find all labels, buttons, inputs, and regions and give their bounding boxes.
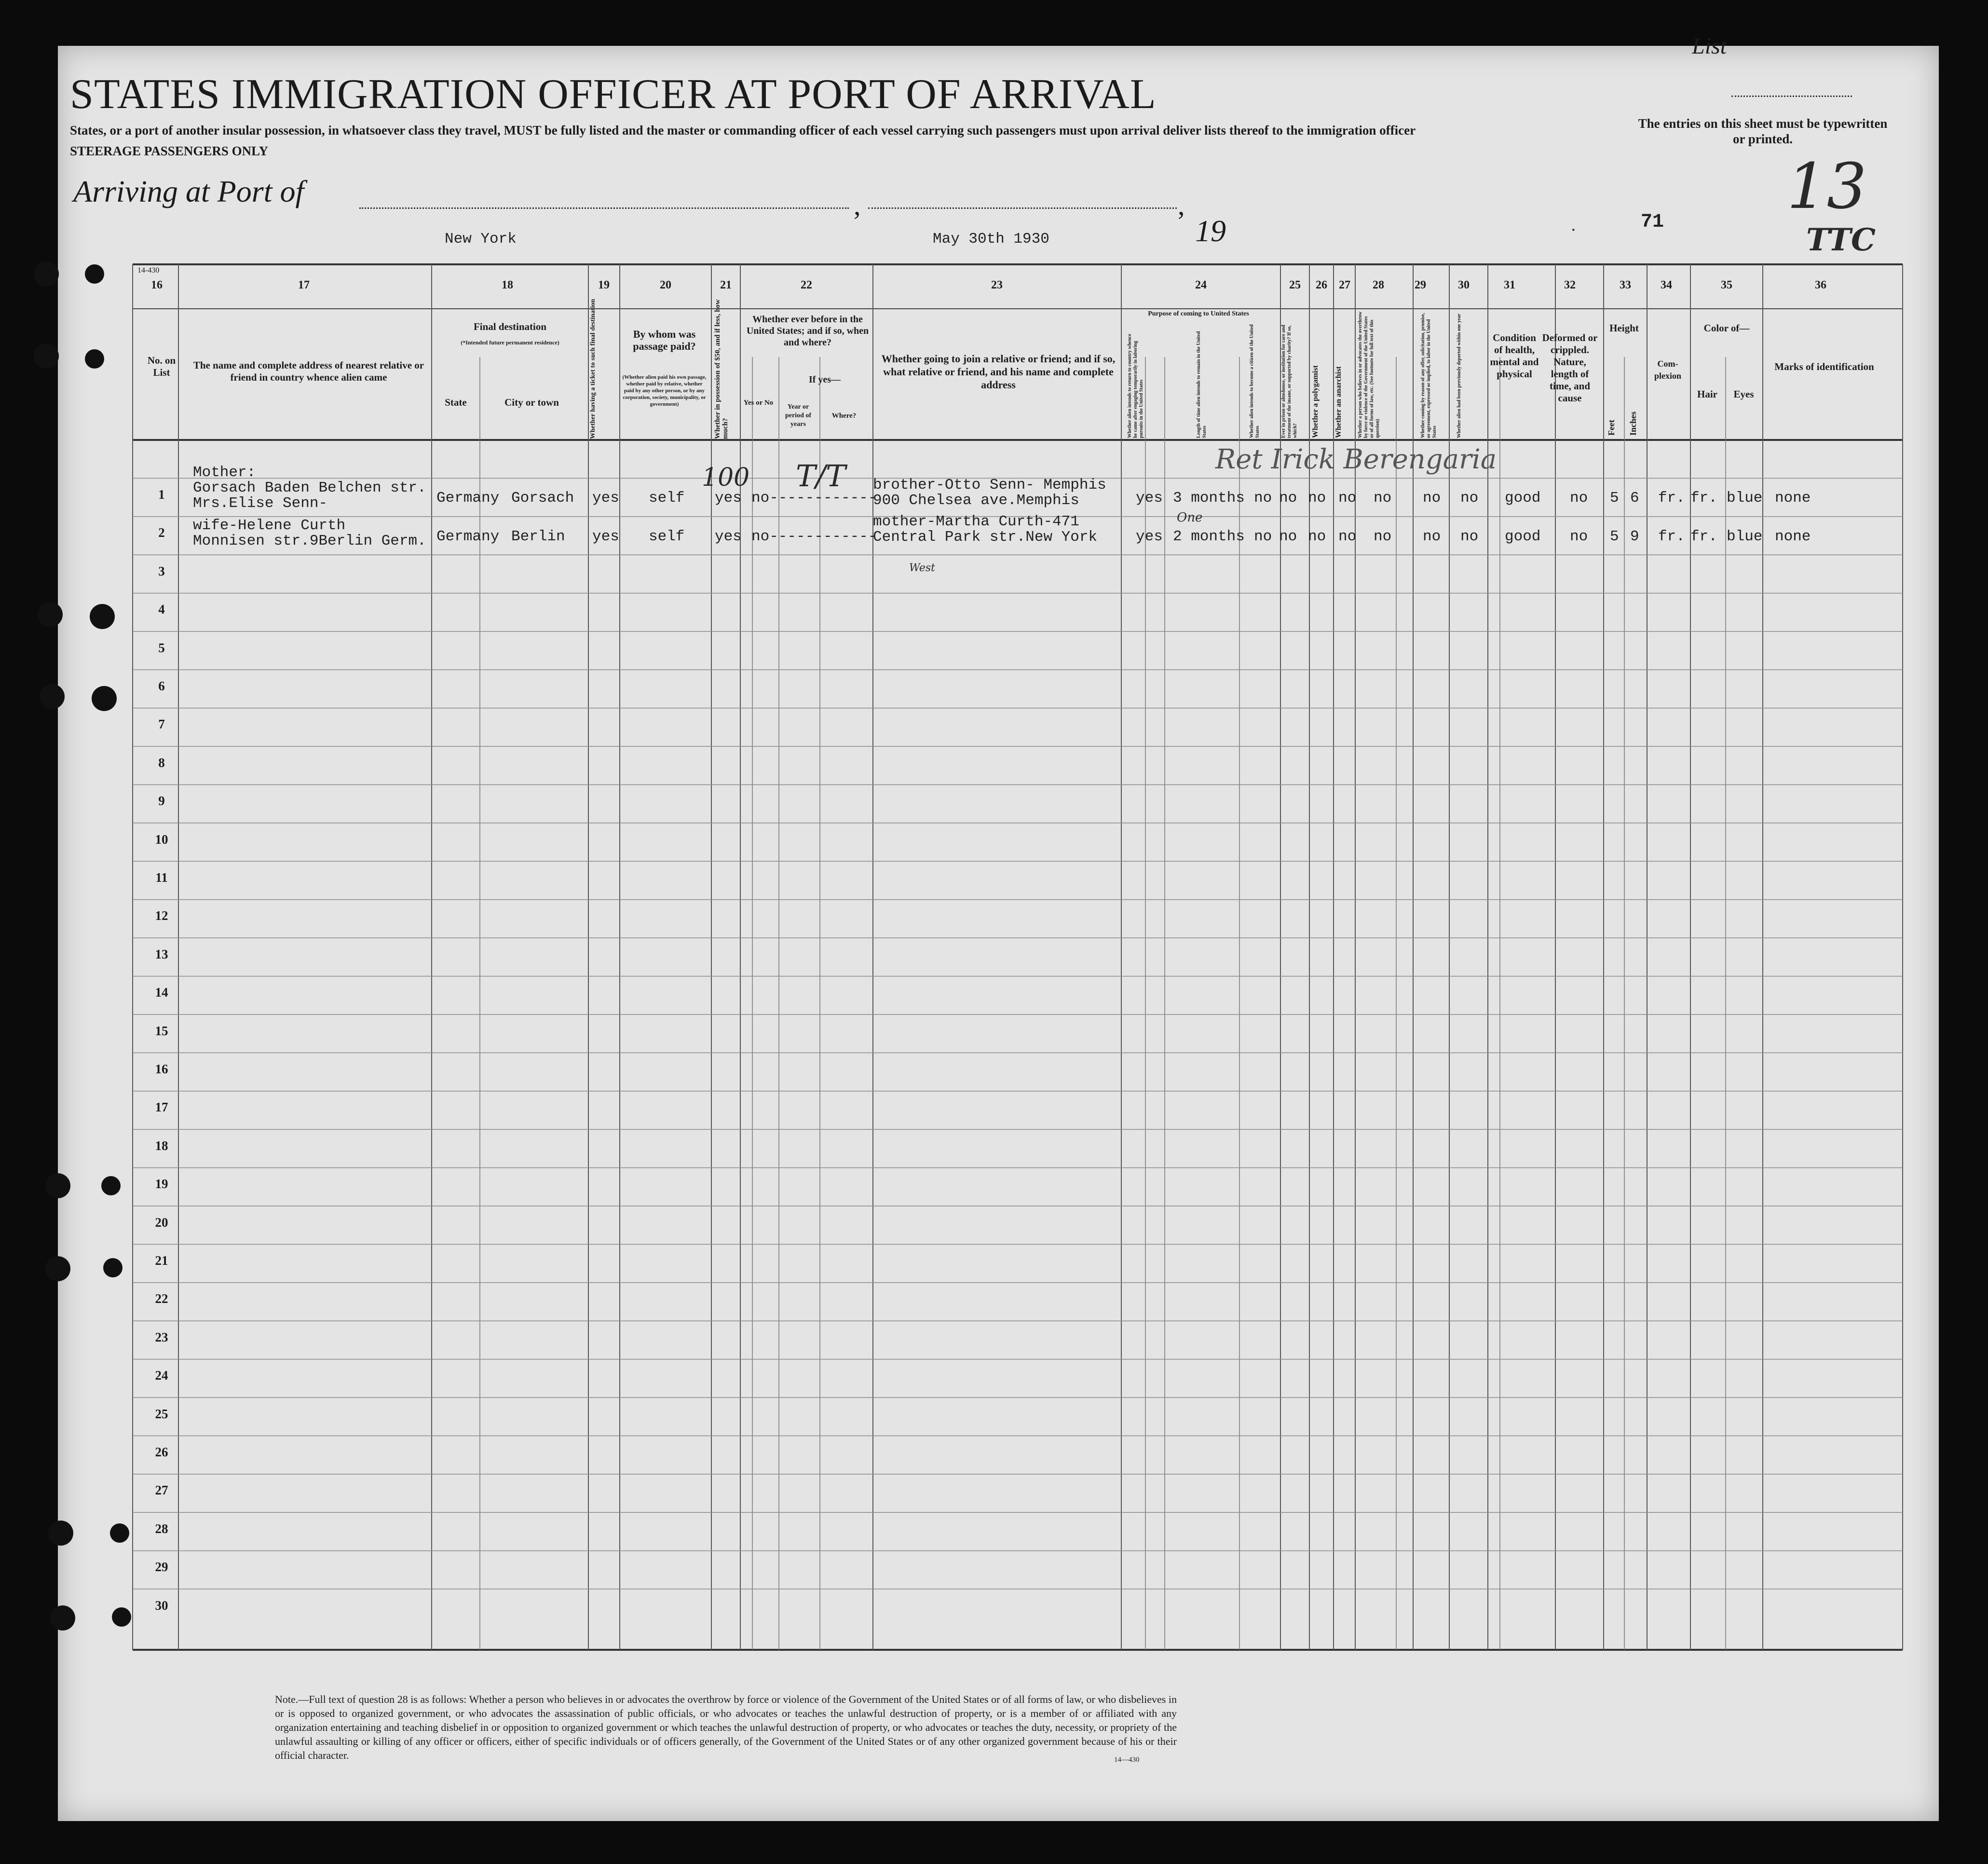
contract-labor-value: no <box>1423 490 1441 507</box>
column-number: 18 <box>502 279 513 291</box>
column-number: 17 <box>298 279 310 291</box>
citizen-value: no <box>1254 490 1272 507</box>
row-number: 18 <box>155 1138 168 1153</box>
eye-color-value: blue <box>1727 528 1763 545</box>
row-number: 14 <box>155 985 168 1000</box>
previously-in-us-value: no------------ <box>751 528 877 545</box>
header-no-on-list: No. on List <box>147 355 176 378</box>
port-value: New York <box>445 231 517 247</box>
column-number: 19 <box>598 279 610 291</box>
header-before: Whether ever before in the United States; and if so, when and where? <box>746 314 869 348</box>
anarchist-value: no <box>1338 490 1357 507</box>
header-intends-return: Whether alien intends to return to country whence he came after engaging temporarily in laboring pursuits in the United States <box>1127 333 1144 438</box>
row-number: 4 <box>158 602 165 617</box>
column-number: 23 <box>991 279 1003 291</box>
date-value: May 30th 1930 <box>933 231 1049 247</box>
column-number: 36 <box>1815 279 1826 291</box>
row-number: 23 <box>155 1329 168 1344</box>
height-feet-value: 5 <box>1610 490 1619 507</box>
row-number: 19 <box>155 1177 168 1192</box>
row-number: 28 <box>155 1521 168 1536</box>
column-number: 32 <box>1564 279 1576 291</box>
row-number: 29 <box>155 1560 168 1575</box>
row-number: 20 <box>155 1215 168 1230</box>
row-number: 8 <box>158 755 165 770</box>
money-value: yes <box>715 528 742 545</box>
header-inches: Inches <box>1628 411 1638 436</box>
relative-address-line: Gorsach Baden Belchen str. <box>193 480 426 496</box>
handwritten-number: 13 <box>1787 150 1867 223</box>
header-prison: Ever in prison or almshouse, or institution for care and treatment of the insane, or supported by charity? If so, which? <box>1281 325 1298 438</box>
prison-value: no <box>1279 528 1297 545</box>
length-of-stay-value: 3 months <box>1173 490 1245 507</box>
row-number: 7 <box>158 717 165 732</box>
row-number: 21 <box>155 1253 168 1268</box>
header-yes-no: Yes or No <box>743 399 774 407</box>
height-inches-value: 9 <box>1630 528 1639 545</box>
contract-labor-value: no <box>1423 528 1441 545</box>
header-polygamist: Whether a polygamist <box>1311 365 1320 438</box>
column-number: 20 <box>660 279 671 291</box>
join-relative-line: Central Park str.New York <box>873 529 1098 546</box>
complexion-value: fr. <box>1658 490 1685 507</box>
column-number: 16 <box>151 279 163 291</box>
handwritten-money-note: 100 <box>702 463 750 492</box>
ticket-value: yes <box>592 490 619 507</box>
intends-return-value: yes <box>1136 528 1163 545</box>
header-final-destination: Final destination <box>473 321 547 332</box>
join-relative-line: 900 Chelsea ave.Memphis <box>873 492 1079 509</box>
join-relative-line: mother-Martha Curth-471 <box>873 513 1079 530</box>
typewritten-note: The entries on this sheet must be typewritten or printed. <box>1638 116 1888 146</box>
row-number: 24 <box>155 1368 168 1383</box>
header-join-relative: Whether going to join a relative or friend; and if so, what relative or friend, and his name and complete address <box>881 353 1116 391</box>
deported-value: no <box>1460 490 1479 507</box>
destination-city: Gorsach <box>511 490 574 507</box>
row-number: 5 <box>158 640 165 655</box>
identification-marks-value: none <box>1775 490 1811 507</box>
column-number: 28 <box>1373 279 1384 291</box>
deformed-value: no <box>1570 528 1588 545</box>
sheet-number: 71 <box>1641 211 1664 233</box>
handwritten-mark: TTC <box>1806 222 1876 258</box>
arriving-label: Arriving at Port of <box>73 174 304 208</box>
relative-address-line: Monnisen str.9Berlin Germ. <box>193 533 426 549</box>
header-become-citizen: Whether alien intends to become a citizen of the United States <box>1249 324 1260 438</box>
health-value: good <box>1505 490 1541 507</box>
deported-value: no <box>1460 528 1479 545</box>
destination-city: Berlin <box>511 528 565 545</box>
header-money: Whether in possession of $50, and if less, how much? <box>714 299 729 439</box>
previously-in-us-value: no------------ <box>751 490 877 507</box>
paid-by-value: self <box>649 528 685 545</box>
column-number: 27 <box>1339 279 1350 291</box>
form-title: STATES IMMIGRATION OFFICER AT PORT OF ARRIVAL <box>70 71 1157 118</box>
length-of-stay-value: 2 months <box>1173 528 1245 545</box>
header-health: Condition of health, mental and physical <box>1490 332 1539 380</box>
column-number: 24 <box>1195 279 1207 291</box>
destination-state: Germany <box>436 528 500 545</box>
header-final-destination-note: (*Intended future permanent residence) <box>461 339 559 346</box>
health-value: good <box>1505 528 1541 545</box>
header-if-yes: If yes— <box>808 374 841 385</box>
header-relative: The name and complete address of nearest relative or friend in country whence alien came <box>193 359 424 383</box>
relative-address-line: Mother: <box>193 464 256 481</box>
row-number: 6 <box>158 679 165 693</box>
header-marks: Marks of identification <box>1774 361 1874 372</box>
column-number: 34 <box>1661 279 1672 291</box>
column-number: 35 <box>1721 279 1732 291</box>
handwritten-west-note: West <box>909 562 935 574</box>
citizen-value: no <box>1254 528 1272 545</box>
hair-color-value: fr. <box>1690 528 1717 545</box>
row-number: 16 <box>155 1062 168 1076</box>
q28-value: no <box>1374 490 1392 507</box>
form-subtitle: States, or a port of another insular possession, in whatsoever class they travel, MUST be fully listed and the master or commanding officer of each vessel carrying such passengers must upon arrival deliver lists thereof to the immigration officer <box>70 123 1416 137</box>
list-label: List <box>1692 33 1727 59</box>
eye-color-value: blue <box>1727 490 1763 507</box>
header-paid-by: By whom was passage paid? <box>633 328 696 352</box>
header-city: City or town <box>504 397 559 408</box>
row-number: 22 <box>155 1291 168 1306</box>
year-prefix: 19 <box>1195 214 1226 248</box>
intends-return-value: yes <box>1136 490 1163 507</box>
column-number: 31 <box>1504 279 1515 291</box>
steerage-label: STEERAGE PASSENGERS ONLY <box>70 144 269 158</box>
polygamist-value: no <box>1308 528 1326 545</box>
height-inches-value: 6 <box>1630 490 1639 507</box>
ticket-value: yes <box>592 528 619 545</box>
destination-state: Germany <box>436 490 500 507</box>
column-number: 33 <box>1620 279 1631 291</box>
header-anarchist: Whether an anarchist <box>1334 366 1343 438</box>
header-feet: Feet <box>1607 420 1616 436</box>
form-code: 14-430 <box>137 266 160 274</box>
row-number: 2 <box>158 525 165 540</box>
q28-value: no <box>1374 528 1392 545</box>
paid-by-value: self <box>649 490 685 507</box>
header-hair: Hair <box>1697 388 1717 400</box>
row-number: 9 <box>158 794 165 809</box>
column-number: 21 <box>720 279 732 291</box>
header-complexion: Com-plexion <box>1654 359 1681 381</box>
column-number: 25 <box>1289 279 1301 291</box>
header-color-of: Color of— <box>1703 322 1750 334</box>
row-number: 11 <box>155 870 168 885</box>
header-length-of-stay: Length of time alien intends to remain in the United States <box>1196 331 1207 438</box>
handwritten-ret-note: Ret Irick Berengaria <box>1215 444 1497 475</box>
footnote-q28: Note.—Full text of question 28 is as follows: Whether a person who believes in or advocates the overthrow by force or violence of the Government of the United States or of all forms of law, or who disbelieves in or is opposed to organized government, or who advocates the assassination of public officials, or who advocates or teaches the unlawful destruction of property, or is a member of or affiliated with any organization entertaining and teaching disbelief in or opposition to organized government or which teaches the unlawful destruction of property, or who advocates or teaches the duty, necessity, or propriety of the unlawful assaulting or killing of any officer or officers, either of specific individuals or of officers generally, of the Government of the United States or of any other organized government because of his or their official character. <box>275 1693 1177 1761</box>
anarchist-value: no <box>1338 528 1357 545</box>
identification-marks-value: none <box>1775 528 1811 545</box>
handwritten-one-note: One <box>1177 510 1203 525</box>
row-number: 30 <box>155 1598 168 1613</box>
relative-address-line: Mrs.Elise Senn- <box>193 495 328 512</box>
header-eyes: Eyes <box>1733 388 1754 400</box>
polygamist-value: no <box>1308 490 1326 507</box>
money-value: yes <box>715 490 742 507</box>
join-relative-line: brother-Otto Senn- Memphis <box>873 477 1106 493</box>
complexion-value: fr. <box>1658 528 1685 545</box>
comma: , <box>854 190 861 221</box>
relative-address-line: wife-Helene Curth <box>193 517 346 534</box>
row-number: 27 <box>155 1483 168 1498</box>
header-deported: Whether alien had been previously deported within one year <box>1457 314 1462 438</box>
row-number: 10 <box>155 832 168 847</box>
row-number: 1 <box>158 487 165 502</box>
column-number: 29 <box>1415 279 1426 291</box>
header-height: Height <box>1609 322 1639 334</box>
header-state: State <box>445 397 467 408</box>
dot-mark: · <box>1571 223 1576 237</box>
header-year: Year or period of years <box>785 403 812 428</box>
header-deformed: Deformed or crippled. Nature, length of time, and cause <box>1542 332 1598 404</box>
prison-value: no <box>1279 490 1297 507</box>
height-feet-value: 5 <box>1610 528 1619 545</box>
header-where: Where? <box>831 412 857 420</box>
handwritten-tt-note: T/T <box>796 458 846 493</box>
header-contract-labor: Whether coming by reason of any offer, solicitation, promise, or agreement, expressed or implied, to labor in the United States <box>1420 313 1437 438</box>
header-ticket: Whether having a ticket to such final destination <box>589 299 597 439</box>
header-q28: Whether a person who believes in or advocates the overthrow by force or violence of the Government of the United States or of all forms of law, etc. (See footnote for full text of this question) <box>1358 312 1380 438</box>
deformed-value: no <box>1570 490 1588 507</box>
comma: , <box>1178 190 1185 221</box>
row-number: 15 <box>155 1023 168 1038</box>
footnote-form-code: 14—430 <box>1114 1756 1140 1764</box>
row-number: 13 <box>155 946 168 961</box>
row-number: 3 <box>158 563 165 578</box>
row-number: 12 <box>155 908 168 923</box>
row-number: 25 <box>155 1406 168 1421</box>
header-purpose: Purpose of coming to United States <box>1148 310 1249 317</box>
column-number: 30 <box>1458 279 1470 291</box>
header-paid-by-note: (Whether alien paid his own passage, whether paid by relative, whether paid by any other person, or by any corporation, society, municipality, or government) <box>622 374 707 407</box>
row-number: 26 <box>155 1445 168 1459</box>
hair-color-value: fr. <box>1690 490 1717 507</box>
column-number: 22 <box>801 279 812 291</box>
row-number: 17 <box>155 1100 168 1115</box>
column-number: 26 <box>1316 279 1327 291</box>
